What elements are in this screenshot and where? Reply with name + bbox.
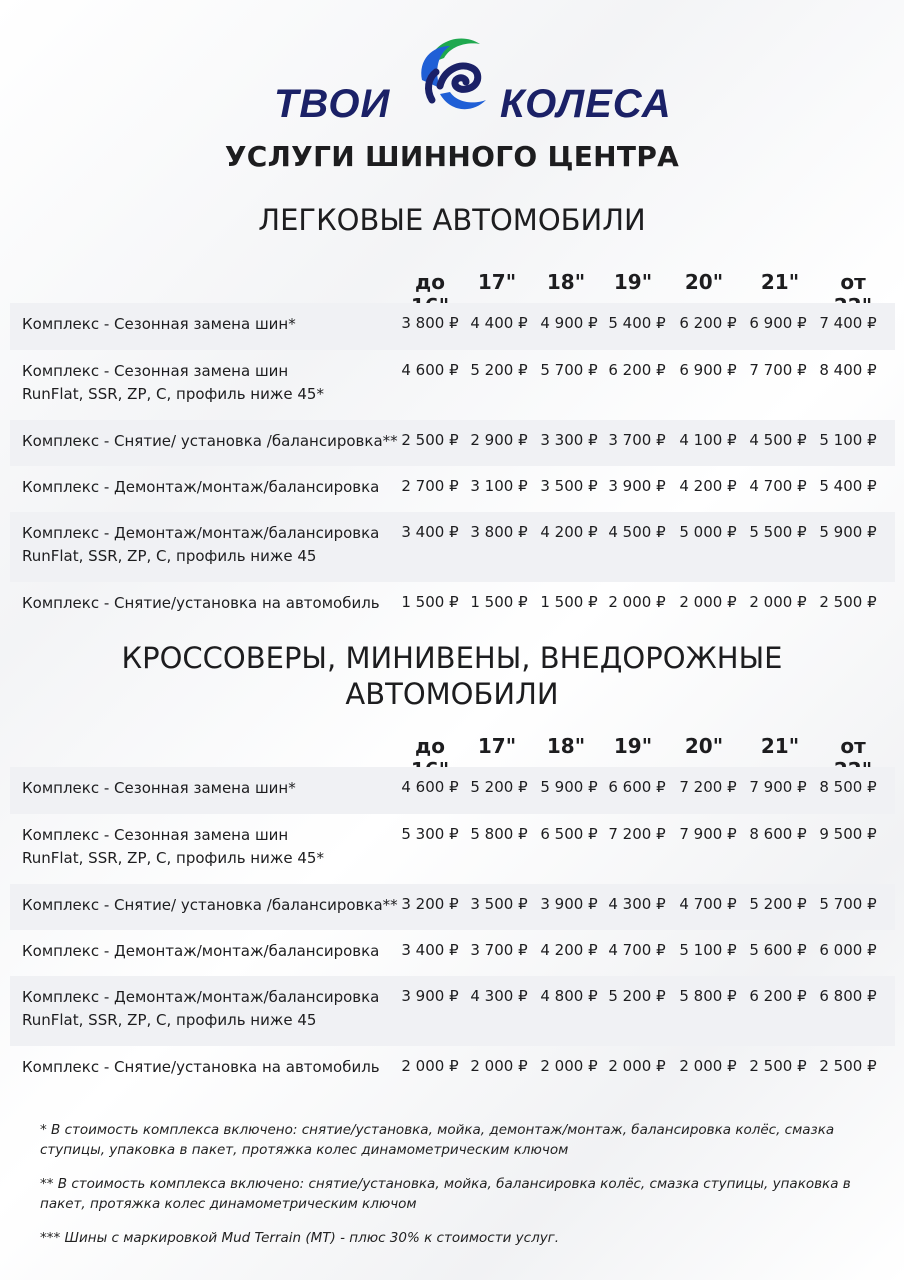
price-cell: 4 500 ₽ — [608, 523, 666, 541]
price-cell: 6 600 ₽ — [608, 778, 666, 796]
price-cell: 3 700 ₽ — [608, 431, 666, 449]
price-cell: 4 700 ₽ — [749, 477, 807, 495]
price-cell: 3 100 ₽ — [470, 477, 528, 495]
price-cell: 7 200 ₽ — [679, 778, 737, 796]
price-cell: 2 700 ₽ — [401, 477, 459, 495]
brand-word-right: КОЛЕСА — [500, 82, 672, 126]
service-name: Комплекс - Снятие/ установка /балансировка** — [22, 896, 398, 914]
price-cell: 6 900 ₽ — [679, 361, 737, 379]
footnotes — [40, 1120, 870, 1262]
service-name: Комплекс - Сезонная замена шин RunFlat, SSR, ZP, C, профиль ниже 45* — [22, 362, 324, 403]
size-header-cell: от — [840, 734, 866, 758]
price-cell: 8 600 ₽ — [749, 825, 807, 843]
price-cell: 2 500 ₽ — [819, 1057, 877, 1075]
price-cell: 6 800 ₽ — [819, 987, 877, 1005]
table-row — [10, 884, 895, 930]
section-title-text: КРОССОВЕРЫ, МИНИВЕНЫ, ВНЕДОРОЖНЫЕ АВТОМОБИЛИ — [121, 641, 783, 711]
price-cell: 1 500 ₽ — [470, 593, 528, 611]
table-row — [10, 767, 895, 814]
price-cell: 2 900 ₽ — [470, 431, 528, 449]
size-header-cell: до — [415, 270, 445, 294]
service-name: Комплекс - Демонтаж/монтаж/балансировка RunFlat, SSR, ZP, C, профиль ниже 45 — [22, 988, 380, 1029]
price-cell: 3 300 ₽ — [540, 431, 598, 449]
price-cell: 4 600 ₽ — [401, 361, 459, 379]
size-header-row — [0, 730, 904, 760]
price-cell: 5 200 ₽ — [749, 895, 807, 913]
price-cell: 2 500 ₽ — [749, 1057, 807, 1075]
price-cell: 5 200 ₽ — [470, 361, 528, 379]
price-cell: 3 800 ₽ — [401, 314, 459, 332]
table-row — [10, 976, 895, 1046]
price-cell: 6 200 ₽ — [749, 987, 807, 1005]
price-cell: 4 600 ₽ — [401, 778, 459, 796]
service-name: Комплекс - Сезонная замена шин* — [22, 779, 296, 797]
price-cell: 3 900 ₽ — [608, 477, 666, 495]
price-cell: 2 000 ₽ — [540, 1057, 598, 1075]
table-row — [10, 930, 895, 976]
service-name: Комплекс - Снятие/ установка /балансировка** — [22, 432, 398, 450]
price-cell: 2 500 ₽ — [401, 431, 459, 449]
price-cell: 5 500 ₽ — [749, 523, 807, 541]
size-header-cell: 17" — [477, 270, 517, 294]
price-cell: 8 400 ₽ — [819, 361, 877, 379]
price-cell: 8 500 ₽ — [819, 778, 877, 796]
service-name: Комплекс - Сезонная замена шин* — [22, 315, 296, 333]
price-cell: 4 300 ₽ — [470, 987, 528, 1005]
price-cell: 3 900 ₽ — [540, 895, 598, 913]
price-table-crossover — [10, 767, 895, 1092]
size-header-cell: 19" — [613, 270, 653, 294]
service-name: Комплекс - Демонтаж/монтаж/балансировка — [22, 478, 380, 496]
table-row — [10, 350, 895, 420]
price-cell: 6 000 ₽ — [819, 941, 877, 959]
price-cell: 4 900 ₽ — [540, 314, 598, 332]
price-cell: 6 200 ₽ — [608, 361, 666, 379]
size-header-cell: 19" — [613, 734, 653, 758]
price-cell: 2 000 ₽ — [749, 593, 807, 611]
service-name: Комплекс - Сезонная замена шин RunFlat, SSR, ZP, C, профиль ниже 45* — [22, 826, 324, 867]
footnote: ** В стоимость комплекса включено: снятие/установка, мойка, балансировка колёс, смазка ступицы, упаковка в пакет, протяжка колес динамометрическим ключом — [40, 1176, 851, 1212]
price-cell: 6 500 ₽ — [540, 825, 598, 843]
price-cell: 3 500 ₽ — [470, 895, 528, 913]
price-cell: 9 500 ₽ — [819, 825, 877, 843]
price-cell: 3 700 ₽ — [470, 941, 528, 959]
size-header-cell: 21" — [760, 734, 800, 758]
footnote: *** Шины с маркировкой Mud Terrain (MT) - плюс 30% к стоимости услуг. — [40, 1230, 560, 1246]
price-cell: 3 200 ₽ — [401, 895, 459, 913]
price-cell: 3 400 ₽ — [401, 941, 459, 959]
price-cell: 5 300 ₽ — [401, 825, 459, 843]
service-name: Комплекс - Демонтаж/монтаж/балансировка — [22, 942, 380, 960]
table-row — [10, 814, 895, 884]
price-cell: 2 000 ₽ — [679, 1057, 737, 1075]
price-cell: 4 500 ₽ — [749, 431, 807, 449]
price-cell: 2 000 ₽ — [679, 593, 737, 611]
price-cell: 2 000 ₽ — [608, 1057, 666, 1075]
price-cell: 6 200 ₽ — [679, 314, 737, 332]
service-name: Комплекс - Снятие/установка на автомобиль — [22, 1058, 380, 1076]
price-cell: 4 700 ₽ — [608, 941, 666, 959]
price-cell: 2 000 ₽ — [470, 1057, 528, 1075]
price-cell: 5 800 ₽ — [470, 825, 528, 843]
size-header-cell: 17" — [477, 734, 517, 758]
price-cell: 5 700 ₽ — [540, 361, 598, 379]
price-cell: 4 700 ₽ — [679, 895, 737, 913]
price-cell: 7 400 ₽ — [819, 314, 877, 332]
price-cell: 1 500 ₽ — [540, 593, 598, 611]
price-cell: 3 900 ₽ — [401, 987, 459, 1005]
page-title: УСЛУГИ ШИННОГО ЦЕНТРА — [224, 140, 680, 173]
size-header-cell: от — [840, 270, 866, 294]
price-cell: 2 000 ₽ — [608, 593, 666, 611]
price-cell: 2 000 ₽ — [401, 1057, 459, 1075]
price-cell: 4 400 ₽ — [470, 314, 528, 332]
price-cell: 5 600 ₽ — [749, 941, 807, 959]
table-row — [10, 303, 895, 350]
price-cell: 3 400 ₽ — [401, 523, 459, 541]
price-cell: 5 900 ₽ — [540, 778, 598, 796]
table-row — [10, 466, 895, 512]
price-cell: 4 200 ₽ — [540, 941, 598, 959]
price-cell: 7 200 ₽ — [608, 825, 666, 843]
table-row — [10, 1046, 895, 1092]
price-cell: 7 700 ₽ — [749, 361, 807, 379]
price-cell: 7 900 ₽ — [749, 778, 807, 796]
price-cell: 5 100 ₽ — [819, 431, 877, 449]
price-cell: 5 400 ₽ — [819, 477, 877, 495]
price-cell: 1 500 ₽ — [401, 593, 459, 611]
price-cell: 5 100 ₽ — [679, 941, 737, 959]
price-cell: 4 100 ₽ — [679, 431, 737, 449]
section-title-crossover — [0, 640, 904, 712]
price-table-passenger — [10, 303, 895, 628]
price-cell: 3 500 ₽ — [540, 477, 598, 495]
section-title-passenger: ЛЕГКОВЫЕ АВТОМОБИЛИ — [258, 203, 646, 237]
table-row — [10, 420, 895, 466]
price-cell: 4 200 ₽ — [679, 477, 737, 495]
size-header-row — [0, 266, 904, 296]
price-cell: 7 900 ₽ — [679, 825, 737, 843]
price-cell: 3 800 ₽ — [470, 523, 528, 541]
price-cell: 5 400 ₽ — [608, 314, 666, 332]
price-cell: 5 200 ₽ — [608, 987, 666, 1005]
price-cell: 5 900 ₽ — [819, 523, 877, 541]
service-name: Комплекс - Снятие/установка на автомобиль — [22, 594, 380, 612]
size-header-cell: 21" — [760, 270, 800, 294]
price-cell: 4 200 ₽ — [540, 523, 598, 541]
brand-word-left: ТВОИ — [274, 82, 391, 126]
table-row — [10, 582, 895, 628]
brand-logo — [0, 30, 904, 126]
price-cell: 4 800 ₽ — [540, 987, 598, 1005]
size-header-cell: 20" — [684, 734, 724, 758]
price-cell: 5 800 ₽ — [679, 987, 737, 1005]
wheel-logo-icon — [410, 30, 494, 122]
size-header-cell: 18" — [546, 270, 586, 294]
size-header-cell: 18" — [546, 734, 586, 758]
table-row — [10, 512, 895, 582]
price-cell: 5 000 ₽ — [679, 523, 737, 541]
price-cell: 2 500 ₽ — [819, 593, 877, 611]
price-cell: 6 900 ₽ — [749, 314, 807, 332]
price-cell: 4 300 ₽ — [608, 895, 666, 913]
price-cell: 5 200 ₽ — [470, 778, 528, 796]
service-name: Комплекс - Демонтаж/монтаж/балансировка RunFlat, SSR, ZP, C, профиль ниже 45 — [22, 524, 380, 565]
size-header-cell: 20" — [684, 270, 724, 294]
footnote: * В стоимость комплекса включено: снятие/установка, мойка, демонтаж/монтаж, балансировка колёс, смазка ступицы, упаковка в пакет, протяжка колес динамометрическим ключом — [40, 1122, 835, 1158]
price-cell: 5 700 ₽ — [819, 895, 877, 913]
size-header-cell: до — [415, 734, 445, 758]
